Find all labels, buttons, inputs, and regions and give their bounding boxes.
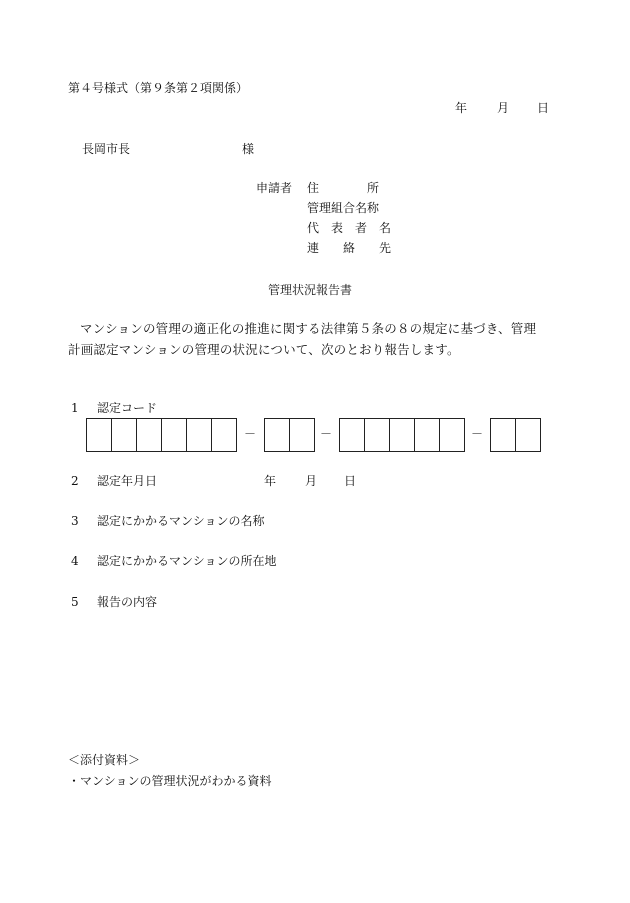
- code-digit-box[interactable]: [364, 418, 389, 452]
- code-group-2: [264, 418, 315, 452]
- item-2-number: 2: [71, 474, 79, 488]
- body-line-1: マンションの管理の適正化の推進に関する法律第５条の８の規定に基づき、管理: [80, 321, 537, 336]
- code-digit-box[interactable]: [414, 418, 439, 452]
- body-line-2: 計画認定マンションの管理の状況について、次のとおり報告します。: [68, 342, 460, 357]
- applicant-representative-label: 代 表 者 名: [307, 221, 392, 235]
- code-digit-box[interactable]: [186, 418, 211, 452]
- form-number: 第４号様式（第９条第２項関係）: [68, 81, 249, 95]
- cert-date-day-label: 日: [344, 474, 357, 488]
- item-3-label: 認定にかかるマンションの名称: [97, 514, 265, 528]
- applicant-contact-label: 連 絡 先: [307, 241, 392, 255]
- code-digit-box[interactable]: [86, 418, 111, 452]
- applicant-address-label: 住 所: [307, 181, 380, 195]
- item-1-number: 1: [71, 401, 79, 415]
- document-title: 管理状況報告書: [268, 283, 353, 297]
- date-month-label: 月: [497, 101, 510, 115]
- attachments-heading: ＜添付資料＞: [68, 753, 141, 767]
- item-4-label: 認定にかかるマンションの所在地: [97, 554, 277, 568]
- code-digit-box[interactable]: [111, 418, 136, 452]
- code-digit-box[interactable]: [161, 418, 186, 452]
- cert-date-month-label: 月: [305, 474, 318, 488]
- code-digit-box[interactable]: [389, 418, 414, 452]
- addressee-honorific: 様: [242, 142, 255, 156]
- cert-date-year-label: 年: [264, 474, 277, 488]
- code-digit-box[interactable]: [439, 418, 465, 452]
- item-1-label: 認定コード: [97, 401, 158, 415]
- code-digit-box[interactable]: [490, 418, 515, 452]
- attachment-item: ・マンションの管理状況がわかる資料: [68, 774, 272, 788]
- code-group-1: [86, 418, 237, 452]
- item-5-label: 報告の内容: [97, 595, 158, 609]
- addressee-name: 長岡市長: [82, 142, 131, 156]
- applicant-association-label: 管理組合名称: [307, 201, 380, 215]
- code-digit-box[interactable]: [515, 418, 541, 452]
- item-4-number: 4: [71, 554, 79, 568]
- date-year-label: 年: [455, 101, 468, 115]
- date-day-label: 日: [537, 101, 550, 115]
- code-digit-box[interactable]: [339, 418, 364, 452]
- code-digit-box[interactable]: [211, 418, 237, 452]
- code-group-3: [339, 418, 465, 452]
- code-separator: －: [244, 427, 257, 441]
- code-digit-box[interactable]: [136, 418, 161, 452]
- item-3-number: 3: [71, 514, 79, 528]
- item-5-number: 5: [71, 595, 79, 609]
- item-2-label: 認定年月日: [97, 474, 158, 488]
- code-digit-box[interactable]: [264, 418, 289, 452]
- code-group-4: [490, 418, 541, 452]
- code-separator: －: [471, 427, 484, 441]
- code-digit-box[interactable]: [289, 418, 315, 452]
- applicant-label: 申請者: [256, 181, 293, 195]
- code-separator: －: [320, 427, 333, 441]
